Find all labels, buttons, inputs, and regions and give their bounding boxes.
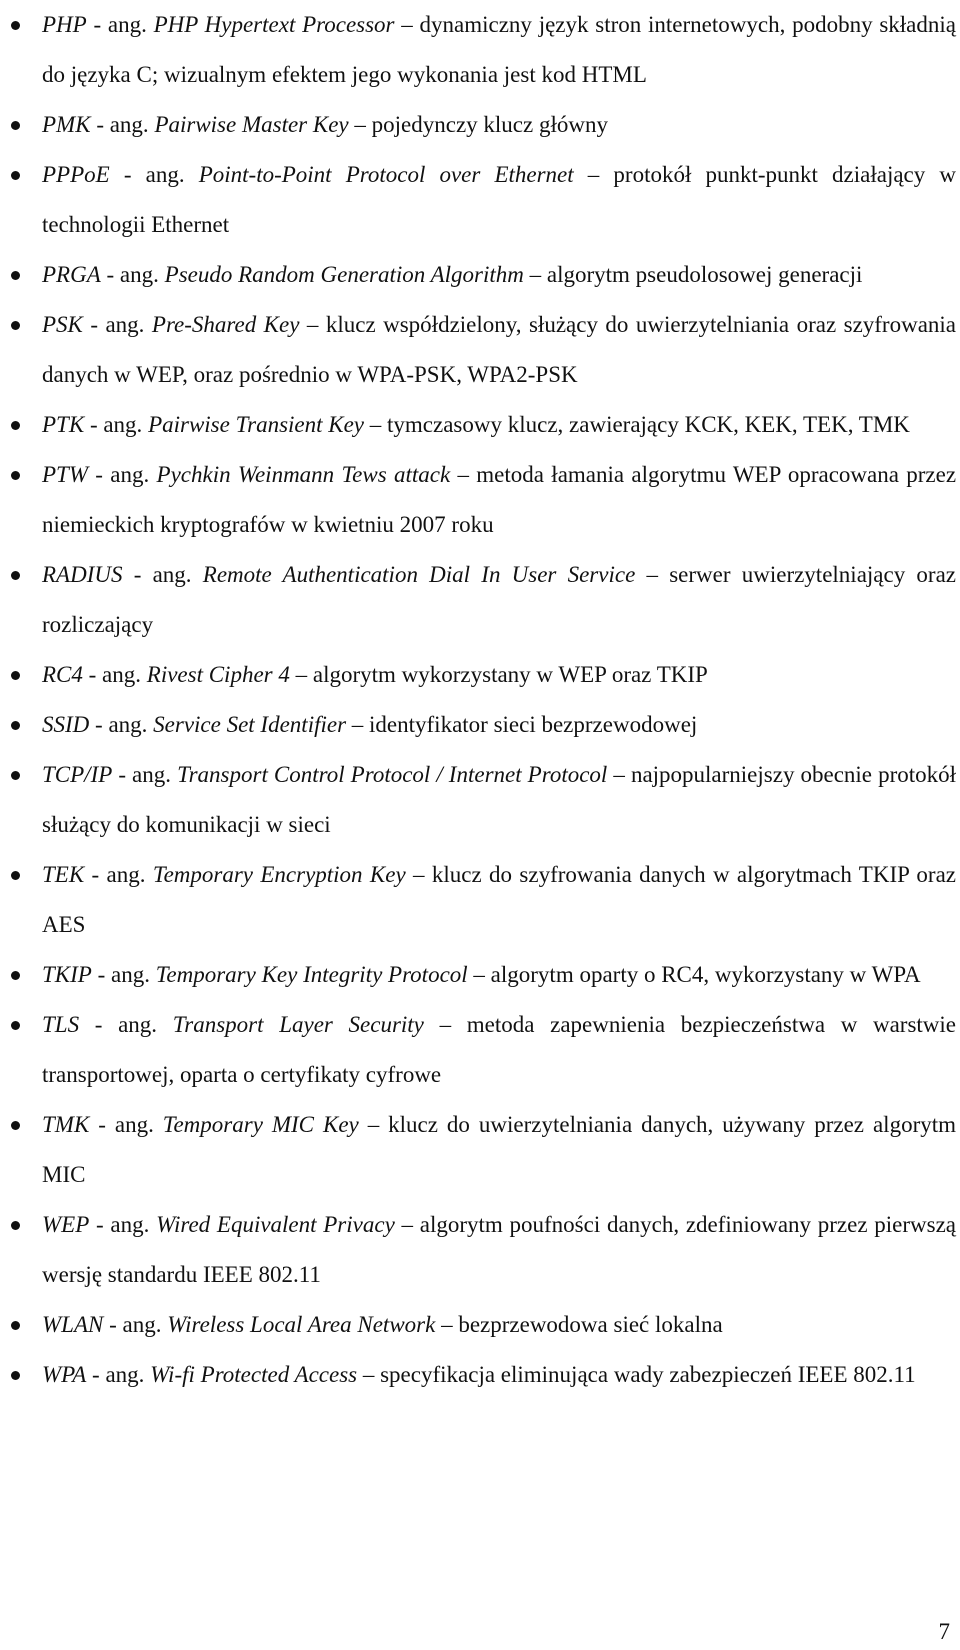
entry-dash: – <box>299 312 326 337</box>
entry-description: algorytm poufności danych, zdefiniowany przez pierwszą wersję standardu IEEE 802.11 <box>42 1212 957 1287</box>
entry-description: specyfikacja eliminująca wady zabezpieczeń IEEE 802.11 <box>380 1362 916 1387</box>
glossary-entry <box>42 250 956 300</box>
glossary-entry <box>42 450 956 550</box>
entry-dash: – <box>423 1012 467 1037</box>
entry-abbreviation: TMK <box>42 1112 90 1137</box>
glossary-entry <box>42 1200 956 1300</box>
entry-separator: - ang. <box>86 12 154 37</box>
entry-abbreviation: WEP <box>42 1212 90 1237</box>
entry-full-name: Pre-Shared Key <box>151 312 300 337</box>
entry-full-name: Pairwise Transient Key <box>148 412 365 437</box>
entry-separator: - ang. <box>89 712 154 737</box>
entry-full-name: Point-to-Point Protocol over Ethernet <box>198 162 574 187</box>
entry-dash: – <box>635 562 670 587</box>
entry-description: klucz współdzielony, służący do uwierzytelniania oraz szyfrowania danych w WEP, oraz pośrednio w WPA-PSK, WPA2-PSK <box>42 312 957 387</box>
entry-abbreviation: PMK <box>42 112 91 137</box>
entry-dash: – <box>357 1362 381 1387</box>
page-number: 7 <box>938 1619 950 1644</box>
entry-abbreviation: PPPoE <box>42 162 110 187</box>
entry-description: identyfikator sieci bezprzewodowej <box>369 712 698 737</box>
entry-full-name: PHP Hypertext Processor <box>153 12 395 37</box>
entry-separator: - ang. <box>122 562 203 587</box>
entry-separator: - ang. <box>88 462 157 487</box>
bullet-icon <box>11 771 20 780</box>
entry-dash: – <box>573 162 614 187</box>
glossary-entry <box>42 950 956 1000</box>
entry-full-name: Rivest Cipher 4 <box>146 662 290 687</box>
entry-full-name: Transport Layer Security <box>172 1012 424 1037</box>
entry-abbreviation: PRGA <box>42 262 101 287</box>
bullet-icon <box>11 1021 20 1030</box>
entry-full-name: Pseudo Random Generation Algorithm <box>164 262 524 287</box>
entry-abbreviation: TEK <box>42 862 85 887</box>
glossary-entry <box>42 1350 956 1400</box>
entry-dash: – <box>289 662 313 687</box>
bullet-icon <box>11 421 20 430</box>
entry-separator: - ang. <box>82 312 152 337</box>
glossary-entry <box>42 700 956 750</box>
entry-description: bezprzewodowa sieć lokalna <box>458 1312 723 1337</box>
bullet-icon <box>11 871 20 880</box>
entry-full-name: Wireless Local Area Network <box>167 1312 436 1337</box>
entry-dash: – <box>394 1212 420 1237</box>
entry-abbreviation: SSID <box>42 712 90 737</box>
entry-dash: – <box>364 412 388 437</box>
bullet-icon <box>11 1371 20 1380</box>
entry-description: algorytm oparty o RC4, wykorzystany w WPA <box>490 962 921 987</box>
entry-separator: - ang. <box>84 412 149 437</box>
entry-dash: – <box>435 1312 459 1337</box>
entry-abbreviation: TKIP <box>42 962 92 987</box>
entry-abbreviation: WLAN <box>42 1312 104 1337</box>
entry-dash: – <box>405 862 432 887</box>
entry-abbreviation: TCP/IP <box>42 762 113 787</box>
entry-description: metoda łamania algorytmu WEP opracowana przez niemieckich kryptografów w kwietniu 2007 roku <box>42 462 957 537</box>
entry-separator: - ang. <box>79 1012 173 1037</box>
bullet-icon <box>11 171 20 180</box>
entry-description: klucz do uwierzytelniania danych, używany przez algorytm MIC <box>42 1112 957 1187</box>
entry-separator: - ang. <box>103 1312 168 1337</box>
entry-separator: - ang. <box>90 112 155 137</box>
entry-abbreviation: RADIUS <box>42 562 123 587</box>
entry-separator: - ang. <box>89 1112 163 1137</box>
entry-full-name: Pychkin Weinmann Tews attack <box>156 462 451 487</box>
entry-description: metoda zapewnienia bezpieczeństwa w warstwie transportowej, oparta o certyfikaty cyfrowe <box>42 1012 957 1087</box>
bullet-icon <box>11 321 20 330</box>
glossary-entry <box>42 300 956 400</box>
bullet-icon <box>11 121 20 130</box>
bullet-icon <box>11 721 20 730</box>
entry-separator: - ang. <box>109 162 199 187</box>
bullet-icon <box>11 671 20 680</box>
entry-dash: – <box>394 12 420 37</box>
entry-full-name: Pairwise Master Key <box>154 112 349 137</box>
entry-separator: - ang. <box>100 262 165 287</box>
entry-separator: - ang. <box>89 1212 157 1237</box>
entry-full-name: Temporary MIC Key <box>162 1112 359 1137</box>
bullet-icon <box>11 21 20 30</box>
entry-separator: - ang. <box>91 962 156 987</box>
entry-description: algorytm wykorzystany w WEP oraz TKIP <box>312 662 708 687</box>
glossary-entry <box>42 0 956 100</box>
entry-description: najpopularniejszy obecnie protokół służący do komunikacji w sieci <box>42 762 957 837</box>
glossary-entry <box>42 650 956 700</box>
entry-abbreviation: TLS <box>42 1012 80 1037</box>
glossary-entry <box>42 1300 956 1350</box>
entry-separator: - ang. <box>112 762 178 787</box>
entry-dash: – <box>346 712 370 737</box>
entry-dash: – <box>523 262 547 287</box>
bullet-icon <box>11 271 20 280</box>
glossary-entry <box>42 1100 956 1200</box>
bullet-icon <box>11 471 20 480</box>
entry-dash: – <box>348 112 372 137</box>
bullet-icon <box>11 1121 20 1130</box>
entry-full-name: Temporary Encryption Key <box>152 862 406 887</box>
entry-description: klucz do szyfrowania danych w algorytmach TKIP oraz AES <box>42 862 956 937</box>
glossary-entry <box>42 750 956 850</box>
entry-description: pojedynczy klucz główny <box>371 112 608 137</box>
glossary-entry <box>42 550 956 650</box>
entry-abbreviation: PSK <box>42 312 83 337</box>
entry-abbreviation: PHP <box>42 12 87 37</box>
glossary-entry <box>42 850 956 950</box>
bullet-icon <box>11 1321 20 1330</box>
entry-full-name: Wired Equivalent Privacy <box>156 1212 395 1237</box>
entry-dash: – <box>450 462 477 487</box>
entry-description: algorytm pseudolosowej generacji <box>546 262 863 287</box>
entry-separator: - ang. <box>84 862 153 887</box>
bullet-icon <box>11 1221 20 1230</box>
entry-abbreviation: PTW <box>42 462 88 487</box>
glossary-entry <box>42 100 956 150</box>
glossary-list <box>42 0 956 1400</box>
entry-full-name: Transport Control Protocol / Internet Protocol <box>177 762 608 787</box>
glossary-entry <box>42 400 956 450</box>
entry-dash: – <box>607 762 631 787</box>
entry-dash: – <box>358 1112 389 1137</box>
entry-abbreviation: WPA <box>42 1362 87 1387</box>
glossary-entry <box>42 150 956 250</box>
entry-full-name: Temporary Key Integrity Protocol <box>155 962 468 987</box>
entry-separator: - ang. <box>86 1362 151 1387</box>
bullet-icon <box>11 971 20 980</box>
entry-abbreviation: PTK <box>42 412 85 437</box>
entry-dash: – <box>467 962 491 987</box>
entry-description: serwer uwierzytelniający oraz rozliczający <box>42 562 956 637</box>
entry-abbreviation: RC4 <box>42 662 83 687</box>
entry-description: dynamiczny język stron internetowych, podobny składnią do języka C; wizualnym efektem jego wykonania jest kod HTML <box>42 12 956 87</box>
entry-description: protokół punkt-punkt działający w technologii Ethernet <box>42 162 957 237</box>
entry-full-name: Remote Authentication Dial In User Service <box>202 562 636 587</box>
glossary-entry <box>42 1000 956 1100</box>
entry-full-name: Wi-fi Protected Access <box>150 1362 358 1387</box>
entry-full-name: Service Set Identifier <box>153 712 347 737</box>
entry-separator: - ang. <box>82 662 147 687</box>
entry-description: tymczasowy klucz, zawierający KCK, KEK, TEK, TMK <box>387 412 910 437</box>
bullet-icon <box>11 571 20 580</box>
